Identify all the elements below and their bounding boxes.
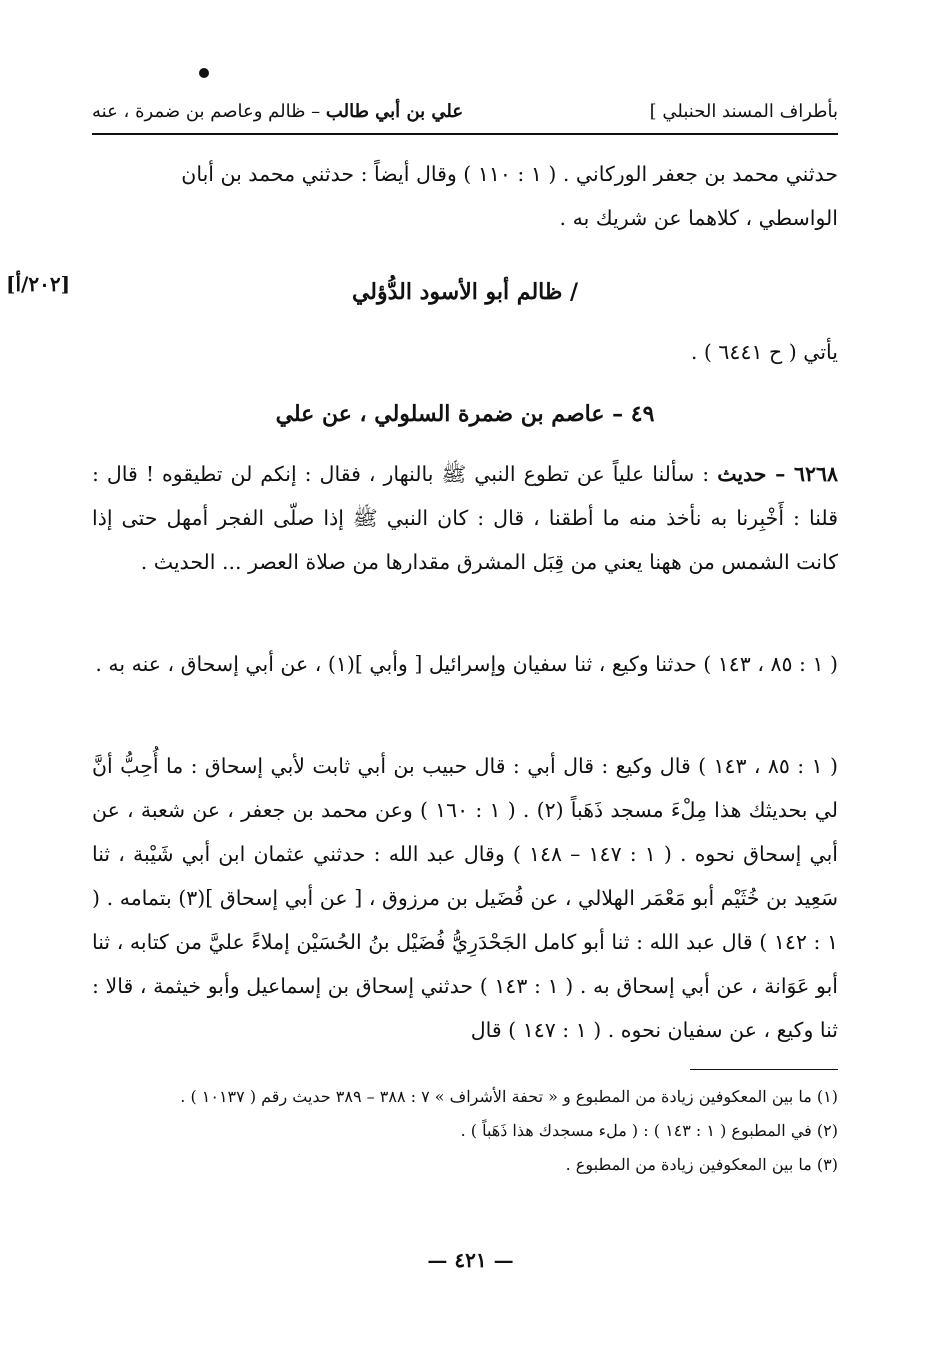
footnote-1: (١) ما بين المعكوفين زيادة من المطبوع و « تحفة الأشراف » ٧ : ٣٨٨ – ٣٨٩ حديث رقم ( ١٠١٣٧ ) . bbox=[180, 1087, 838, 1106]
header-rule bbox=[92, 133, 838, 135]
footnote-2: (٢) في المطبوع ( ١ : ١٤٣ ) : ( ملء مسجدك هذا ذَهَباً ) . bbox=[460, 1121, 838, 1140]
page-number: — ٤٢١ — bbox=[427, 1248, 514, 1272]
hadith-text: : سألنا علياً عن تطوع النبي ﷺ بالنهار ، فقال : إنكم لن تطيقوه ! قال : قلنا : أَخْبِرنا به نأخذ منه ما أطقنا ، قال : كان النبي ﷺ إذا صلّى الفجر أمهل حتى إذا كانت الشمس من ههنا يعني من قِبَل المشرق مقدارها من صلاة العصر ... الحديث . bbox=[92, 462, 838, 574]
hadith-paragraph bbox=[92, 452, 838, 584]
header-chapter bbox=[92, 92, 463, 132]
section-title-zalim: / ظالم أبو الأسود الدُّؤلي bbox=[351, 279, 579, 305]
hadith-number: ٦٢٦٨ – حديث bbox=[717, 462, 838, 486]
header-book-title: بأطراف المسند الحنبلي ] bbox=[649, 101, 838, 122]
section-ref: يأتي ( ح ٦٤٤١ ) . bbox=[690, 340, 838, 364]
intro-line-2: الواسطي ، كلاهما عن شريك به . bbox=[559, 206, 838, 230]
footnotes bbox=[92, 1080, 838, 1182]
intro-line-1: حدثني محمد بن جعفر الوركاني . ( ١ : ١١٠ ) وقال أيضاً : حدثني محمد بن أبان bbox=[181, 162, 838, 186]
margin-note: [٢٠٢/أ] bbox=[6, 272, 71, 296]
header-chapter-name: علي بن أبي طالب bbox=[325, 101, 464, 122]
footnote-rule bbox=[690, 1069, 838, 1070]
chain-paragraph-1: ( ١ : ٨٥ ، ١٤٣ ) حدثنا وكيع ، ثنا سفيان وإسرائيل [ وأبي ](١) ، عن أبي إسحاق ، عنه به . bbox=[95, 652, 838, 676]
header-chapter-sub: – ظالم وعاصم بن ضمرة ، عنه bbox=[92, 101, 321, 122]
ink-dot bbox=[199, 68, 209, 78]
footnote-3: (٣) ما بين المعكوفين زيادة من المطبوع . bbox=[565, 1155, 838, 1174]
running-header bbox=[92, 92, 838, 132]
section-title-asim: ٤٩ – عاصم بن ضمرة السلولي ، عن علي bbox=[275, 401, 655, 427]
intro-paragraph bbox=[92, 152, 838, 240]
chain-paragraph-2: ( ١ : ٨٥ ، ١٤٣ ) قال وكيع : قال أبي : قال حبيب بن أبي ثابت لأبي إسحاق : ما أُحِبُّ أنَّ لي بحديثك هذا مِلْءَ مسجد ذَهَباً (٢) . ( ١ : ١٦٠ ) وعن محمد بن جعفر ، عن شعبة ، عن أبي إسحاق نحوه . ( ١ : ١٤٧ – ١٤٨ ) وقال عبد الله : حدثني عثمان ابن أبي شَيْبة ، ثنا سَعِيد بن خُثَيْم أبو مَعْمَر الهلالي ، عن فُضَيل بن مرزوق ، [ عن أبي إسحاق ](٣) بتمامه . ( ١ : ١٤٢ ) قال عبد الله : ثنا أبو كامل الجَحْدَرِيُّ فُضَيْل بنُ الحُسَيْن إملاءً عليَّ من كتابه ، ثنا أبو عَوَانة ، عن أبي إسحاق به . ( ١ : ١٤٣ ) حدثني إسحاق بن إسماعيل وأبو خيثمة ، قالا : ثنا وكيع ، عن سفيان نحوه . ( ١ : ١٤٧ ) قال bbox=[92, 754, 839, 1042]
